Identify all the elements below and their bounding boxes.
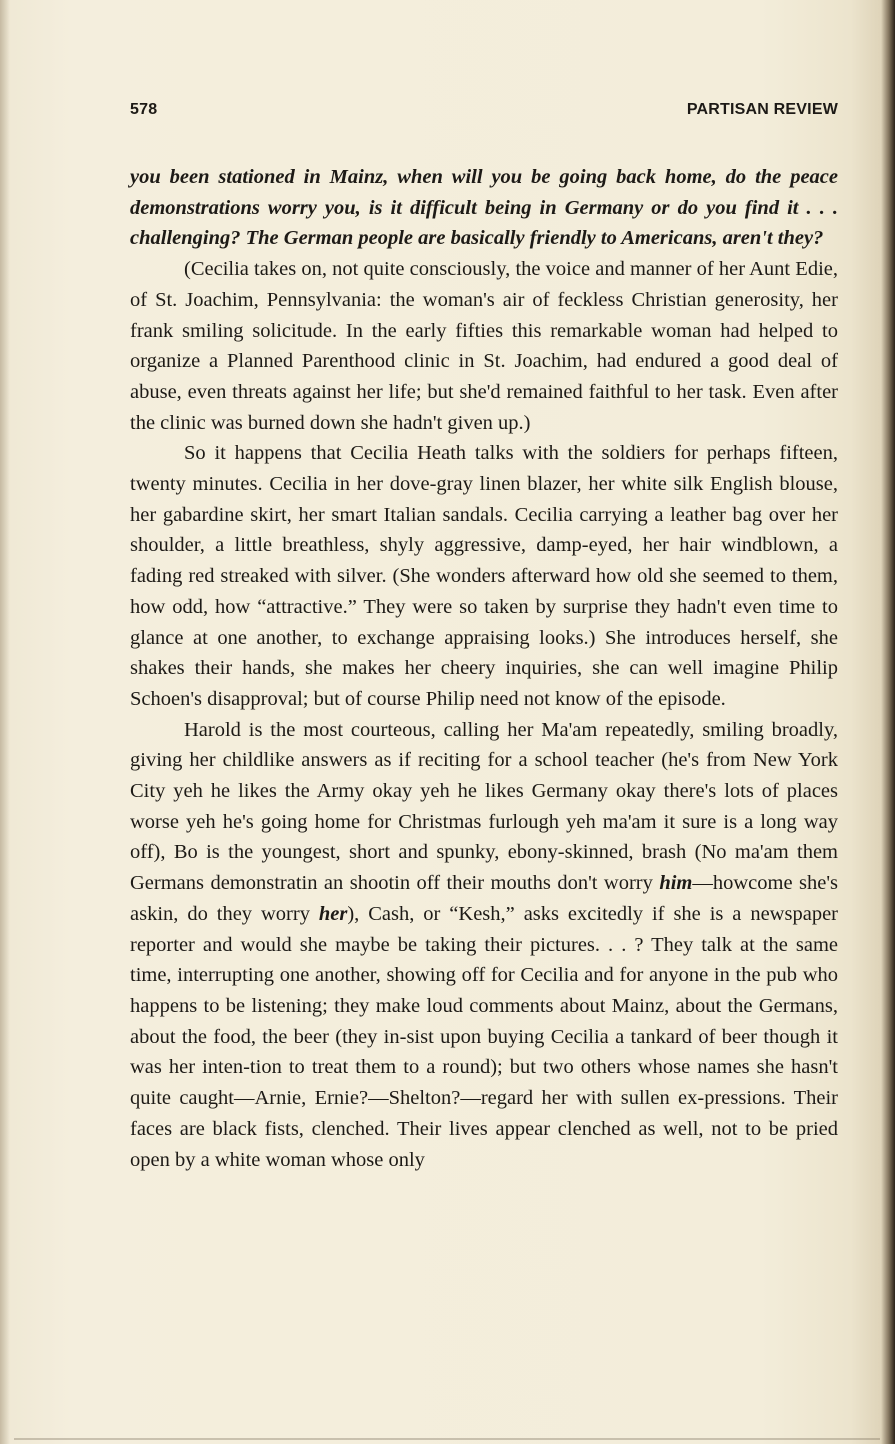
paragraph-text-segment: —howcome she's askin, do they worry [130, 872, 838, 925]
body-text [130, 162, 838, 1175]
italic-word-him: him [659, 872, 693, 895]
page-header [130, 101, 838, 125]
page-left-edge-shadow [0, 0, 10, 1444]
paragraph-soldiers-talk: So it happens that Cecilia Heath talks with the soldiers for perhaps fifteen, twenty minutes. Cecilia in her dove-gray linen blazer, her white silk English blouse, her gabardine skirt, her smart Italian sandals. Cecilia carrying a leather bag over her shoulder, a little breathless, shyly aggressive, damp-eyed, her hair windblown, a fading red streaked with silver. (She wonders afterward how old she seemed to them, how odd, how “attractive.” They were so taken by surprise they hadn't even time to glance at one another, to exchange appraising looks.) She introduces herself, she shakes their hands, she makes her cheery inquiries, she can well imagine Philip Schoen's disapproval; but of course Philip need not know of the episode. [130, 442, 838, 710]
page-bottom-edge [14, 1438, 880, 1440]
paragraph-text-segment: ), Cash, or “Kesh,” asks excitedly if she is a newspaper reporter and would she maybe be taking their pictures. . . ? They talk at the same time, interrupting one another, showing off for Cecilia and for anyone in the pub who happens to be listening; they make loud comments about Mainz, about the Germans, about the food, the beer (they in-sist upon buying Cecilia a tankard of beer though it was her inten-tion to treat them to a round); but two others whose names she hasn't quite caught—Arnie, Ernie?—Shelton?—regard her with sullen ex-pressions. Their faces are black fists, clenched. Their lives appear clenched as well, not to be pried open by a white woman whose only [130, 902, 838, 1171]
paragraph-harold-bo-cash [130, 715, 838, 1176]
italic-dialogue-paragraph: you been stationed in Mainz, when will you be going back home, do the peace demonstrations worry you, is it difficult being in Germany or do you find it . . . challenging? The German people are basically friendly to Americans, aren't they? [130, 166, 838, 250]
paragraph-aunt-edie: (Cecilia takes on, not quite consciously, the voice and manner of her Aunt Edie, of St. Joachim, Pennsylvania: the woman's air of feckless Christian generosity, her frank smiling solicitude. In the early fifties this remarkable woman had helped to organize a Planned Parenthood clinic in St. Joachim, had endured a good deal of abuse, even threats against her life; but she'd remained faithful to her task. Even after the clinic was burned down she hadn't given up.) [130, 258, 838, 434]
running-head: PARTISAN REVIEW [686, 101, 838, 118]
book-spine-shadow [881, 0, 895, 1444]
page-number: 578 [130, 101, 158, 118]
paragraph-text-segment: Harold is the most courteous, calling her Ma'am repeatedly, smiling broadly, giving her childlike answers as if reciting for a school teacher (he's from New York City yeh he likes the Army okay yeh he likes Germany okay there's lots of places worse yeh he's going home for Christmas furlough yeh ma'am it sure is a long way off), Bo is the youngest, short and spunky, ebony-skinned, brash (No ma'am them Germans demonstratin an shootin off their mouths don't worry [130, 718, 838, 895]
italic-word-her: her [318, 902, 348, 925]
